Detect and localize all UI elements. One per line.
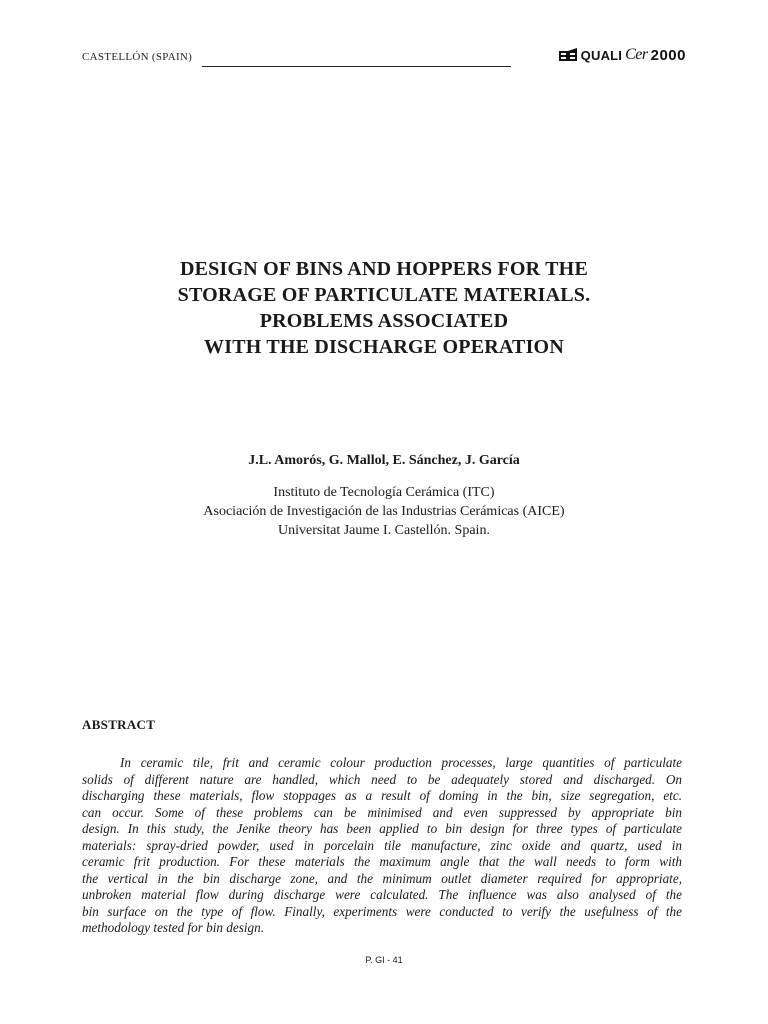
abstract-line: design. In this study, the Jenike theory has been applied to bin design for three types of particulate	[82, 821, 682, 836]
abstract-line: materials: spray-dried powder, used in porcelain tile manufacture, zinc oxide and quartz, used in	[82, 837, 682, 853]
abstract-line: the vertical in the bin discharge zone, and the minimum outlet diameter required for appropriate,	[82, 870, 682, 886]
abstract-line: ceramic frit production. For these materials the maximum angle that the wall needs to form with	[82, 854, 682, 869]
qualicer-mark-icon	[558, 47, 578, 63]
paper-title	[82, 256, 686, 360]
affiliation-line: Universitat Jaume I. Castellón. Spain.	[278, 523, 490, 538]
abstract-body	[82, 755, 682, 937]
logo-year-text: 2000	[650, 46, 686, 64]
title-line: PROBLEMS ASSOCIATED	[259, 310, 509, 332]
abstract-line: can occur. Some of these problems can be minimised and even suppressed by appropriate bin	[82, 804, 682, 820]
page-number: P. GI - 41	[365, 955, 403, 965]
affiliations	[82, 483, 686, 540]
abstract-line: solids of different nature are handled, which need to be adequately stored and discharged. On	[82, 771, 682, 787]
title-line: WITH THE DISCHARGE OPERATION	[204, 336, 564, 358]
abstract-line: bin surface on the type of flow. Finally, experiments were conducted to verify the usefulness of the	[82, 903, 682, 919]
title-line: STORAGE OF PARTICULATE MATERIALS.	[177, 284, 591, 306]
header-rule	[202, 66, 511, 67]
title-line: DESIGN OF BINS AND HOPPERS FOR THE	[180, 258, 588, 280]
abstract-line: In ceramic tile, frit and ceramic colour production processes, large quantities of particulate	[120, 755, 682, 770]
authors: J.L. Amorós, G. Mallol, E. Sánchez, J. García	[248, 453, 520, 468]
abstract-line: unbroken material flow during discharge were calculated. The influence was also analysed of the	[82, 887, 682, 902]
header-location: CASTELLÓN (SPAIN)	[82, 51, 193, 63]
abstract-heading: ABSTRACT	[82, 717, 156, 732]
abstract-line: discharging these materials, flow stoppages as a result of doming in the bin, size segregation, etc.	[82, 788, 682, 803]
qualicer-logo	[558, 46, 686, 64]
logo-quali-text: QUALI	[580, 47, 623, 63]
affiliation-line: Asociación de Investigación de las Industrias Cerámicas (AICE)	[203, 504, 565, 519]
affiliation-line: Instituto de Tecnología Cerámica (ITC)	[273, 485, 495, 500]
logo-cer-text: Cer	[625, 46, 648, 63]
abstract-line: methodology tested for bin design.	[82, 920, 265, 935]
page-header	[82, 46, 686, 70]
